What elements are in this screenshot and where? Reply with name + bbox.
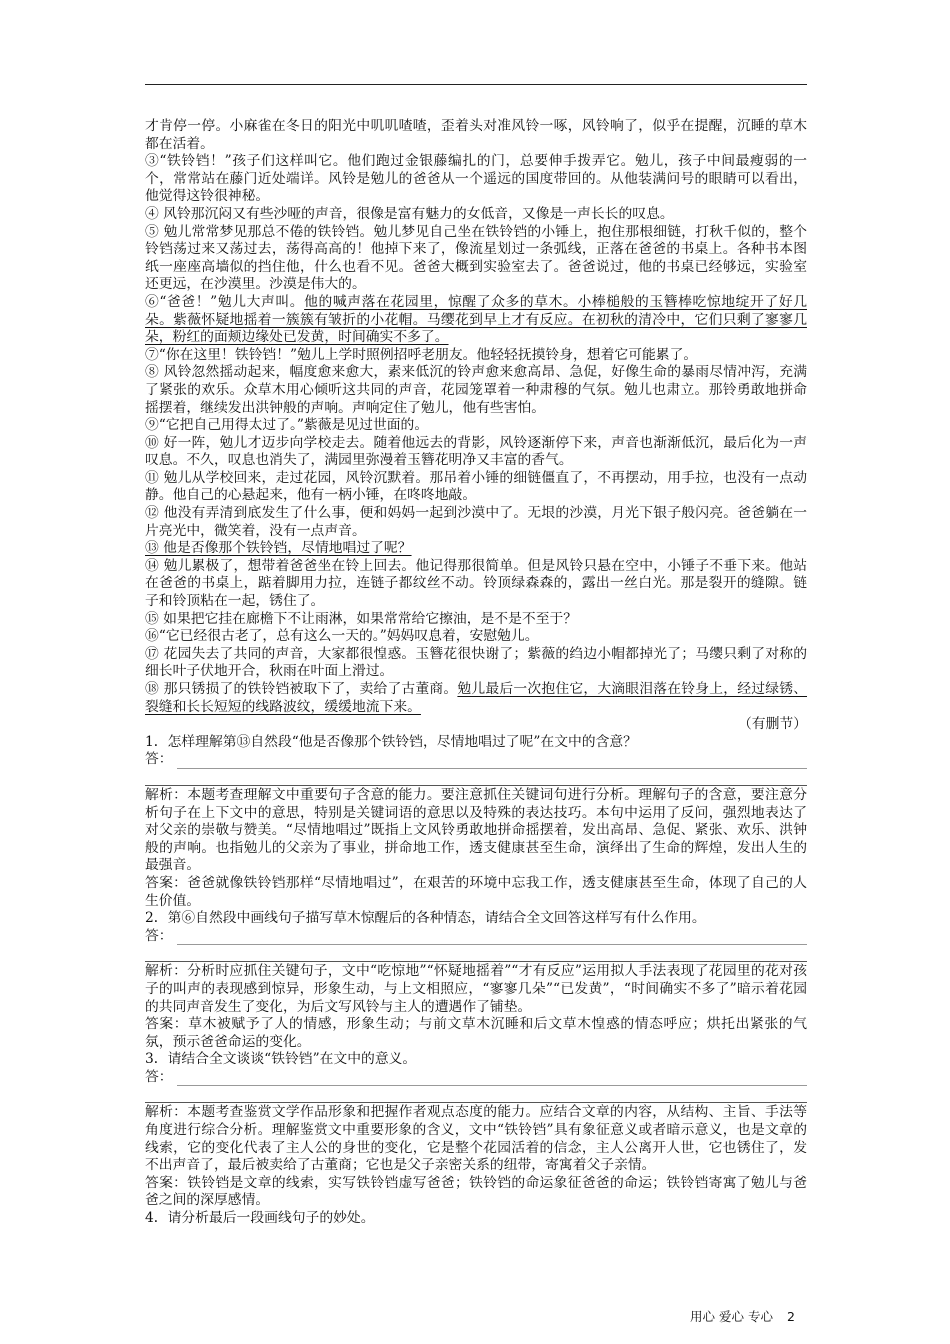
paragraph-9: ⑨“它把自己用得太过了。”紫薇是见过世面的。 [145,417,429,434]
paragraph-15: ⑮ 如果把它挂在廊檐下不让雨淋，如果常常给它擦油，是不是不至于？ [145,610,578,627]
paragraph-18-lead: ⑱ 那只锈损了的铁铃铛被取下了，卖给了古董商。 [145,681,458,697]
question-3: 3．请结合全文谈谈“铁铃铛”在文中的意义。 [145,1051,417,1068]
analysis-2: 解析：分析时应抓住关键句子，文中“吃惊地”“怀疑地摇着”“才有反应”运用拟人手法表现了花园里的花对孩子的叫声的表现感到惊异，形象生动，与上文相照应，“寥寥几朵”“已发黄”，“时间确实不多了”暗示着花园的共同声音发生了变化，为后文写风铃与主人的遭遇作了铺垫。 [145,963,807,1015]
paragraph-6-underlined-sentence: 他的喊声落在花园里，惊醒了众多的草木。小棒槌般的玉簪棒吃惊地绽开了好几朵。紫薇怀疑地摇着一簇簇有皱折的小花帽。马缨花到早上才有反应。在初秋的清冷中，它们只剩了寥寥几朵，粉红的面颊边缘处已发黄，时间确实不多了。 [145,293,808,346]
answer-label: 答： [145,1068,173,1085]
question-4: 4．请分析最后一段画线句子的妙处。 [145,1210,375,1227]
paragraph-6 [145,294,807,347]
paragraph-4: ④ 风铃那沉闷又有些沙哑的声音，很像是富有魅力的女低音，又像是一声长长的叹息。 [145,205,674,222]
question-1: 1．怎样理解第⑬自然段“他是否像那个铁铃铛，尽情地唱过了呢”在文中的含意？ [145,733,637,750]
answer-key-2: 答案：草木被赋予了人的情感，形象生动；与前文草木沉睡和后文草木惶惑的情态呼应；烘托出紧张的气氛，预示爸爸命运的变化。 [145,1016,807,1050]
paragraph-8: ⑧ 风铃忽然摇动起来，幅度愈来愈大，素来低沉的铃声愈来愈高昂、急促，好像生命的暴雨尽情冲泻，充满了紧张的欢乐。众草木用心倾听这共同的声音，花园笼罩着一种肃穆的气氛。勉儿也肃立。那铃勇敢地拼命摇摆着，继续发出洪钟般的声响。声响定住了勉儿，他有些害怕。 [145,364,807,416]
answer-blank [177,933,807,945]
answer-label: 答： [145,751,173,768]
answer-blank [177,757,807,769]
page-number: 2 [786,1309,795,1324]
answer-label: 答： [145,927,173,944]
paragraph-12: ⑫ 他没有弄清到底发生了什么事，便和妈妈一起到沙漠中了。无垠的沙漠，月光下银子般闪亮。爸爸躺在一片亮光中，微笑着，没有一点声音。 [145,505,807,539]
answer-line-1 [145,751,807,769]
paragraph-13: ⑬ 他是否像那个铁铃铛，尽情地唱过了呢？ [145,540,412,557]
paragraph-16: ⑯“它已经很古老了，总有这么一天的。”妈妈叹息着，安慰勉儿。 [145,628,539,645]
paragraph-17: ⑰ 花园失去了共同的声音，大家都很惶惑。玉簪花很快谢了；紫薇的绉边小帽都掉光了；马缨只剩了对称的细长叶子伏地开合，秋雨在叶面上滑过。 [145,645,807,680]
section-divider [145,785,807,786]
question-2: 2．第⑥自然段中画线句子描写草木惊醒后的各种情态，请结合全文回答这样写有什么作用。 [145,910,706,927]
paragraph-3: ③“铁铃铛！”孩子们这样叫它。他们跑过金银藤编扎的门，总要伸手拨弄它。勉儿，孩子中间最瘦弱的一个，常常站在藤门近处端详。风铃是勉儿的爸爸从一个遥远的国度带回的。从他装满问号的眼睛可以看出，他觉得这铃很神秘。 [145,153,807,205]
paragraph-6-lead: ⑥“爸爸！”勉儿大声叫。 [145,293,305,310]
answer-blank [177,1074,807,1086]
paragraph-18 [145,681,807,716]
analysis-3: 解析：本题考查鉴赏文学作品形象和把握作者观点态度的能力。应结合文章的内容，从结构、主旨、手法等角度进行综合分析。理解鉴赏文中重要形象的含义，文中“铁铃铛”具有象征意义或者暗示意义，也是文章的线索，它的变化代表了主人公的身世的变化，它是整个花园活着的信念，主人公离开人世，它也锈住了，发不出声音了，最后被卖给了古董商；它也是父子亲密关系的纽带，寄寓着父子亲情。 [145,1104,807,1174]
paragraph-7: ⑦“你在这里！铁铃铛！”勉儿上学时照例招呼老朋友。他轻轻抚摸铃身，想着它可能累了。 [145,346,698,363]
answer-key-3: 答案：铁铃铛是文章的线索，实写铁铃铛虚写爸爸；铁铃铛的命运象征爸爸的命运；铁铃铛寄寓了勉儿与爸爸之间的深厚感情。 [145,1174,807,1209]
answer-line-2 [145,928,807,946]
answer-key-1: 答案：爸爸就像铁铃铛那样“尽情地唱过”，在艰苦的环境中忘我工作，透支健康甚至生命，体现了自己的人生价值。 [145,874,807,909]
paragraph-18-underlined-sentence: 勉儿最后一次抱住它，大滴眼泪落在铃身上，经过绿锈、裂缝和长长短短的线路波纹，缓缓地流下来。 [145,681,808,715]
paragraph-2-continuation: 才肯停一停。小麻雀在冬日的阳光中叽叽喳喳，歪着头对准风铃一啄，风铃响了，似乎在提醒，沉睡的草木都在活着。 [145,118,807,152]
paragraph-14: ⑭ 勉儿累极了，想带着爸爸坐在铃上回去。他记得那很简单。但是风铃只悬在空中，小锤子不垂下来。他站在爸爸的书桌上，踮着脚用力拉，连链子都纹丝不动。铃顶绿森森的，露出一丝白光。那是裂开的缝隙。链子和铃顶粘在一起，锈住了。 [145,557,807,610]
paragraph-10: ⑩ 好一阵，勉儿才迈步向学校走去。随着他远去的背影，风铃逐渐停下来，声音也渐渐低沉，最后化为一声叹息。不久，叹息也消失了，满园里弥漫着玉簪花明净又丰富的香气。 [145,434,807,469]
paragraph-11: ⑪ 勉儿从学校回来，走过花园，风铃沉默着。那吊着小锤的细链僵直了，不再摆动，用手拉，也没有一点动静。他自己的心悬起来，他有一柄小锤，在咚咚地敲。 [145,469,807,504]
analysis-1: 解析：本题考查理解文中重要句子含意的能力。要注意抓住关键词句进行分析。理解句子的含意，要注意分析句子在上下文中的意思，特别是关键词语的意思以及特殊的表达技巧。本句中运用了反问，强烈地表达了对父亲的崇敬与赞美。“尽情地唱过”既指上文风铃勇敢地拼命摇摆着，发出高昂、急促、紧张、欢乐、洪钟般的声响。也指勉儿的父亲为了事业，拼命地工作，透支健康甚至生命，演绎出了生命的辉煌，发出人生的最强音。 [145,786,807,874]
page-content [145,118,807,1228]
footer-slogan: 用心 爱心 专心 [690,1309,773,1324]
header-rule [145,84,807,85]
paragraph-5: ⑤ 勉儿常常梦见那总不倦的铁铃铛。勉儿梦见自己坐在铁铃铛的小锤上，抱住那根细链，打秋千似的，整个铃铛荡过来又荡过去，荡得高高的！他掉下来了，像流星划过一条弧线，正落在爸爸的书桌上。各种书本图纸一座座高墙似的挡住他，什么也看不见。爸爸大概到实验室去了。爸爸说过，他的书桌已经够远，实验室还更远，在沙漠里。沙漠是伟大的。 [145,223,807,293]
source-note: （有删节） [738,716,807,733]
answer-line-3 [145,1069,807,1087]
page-footer [690,1307,795,1325]
